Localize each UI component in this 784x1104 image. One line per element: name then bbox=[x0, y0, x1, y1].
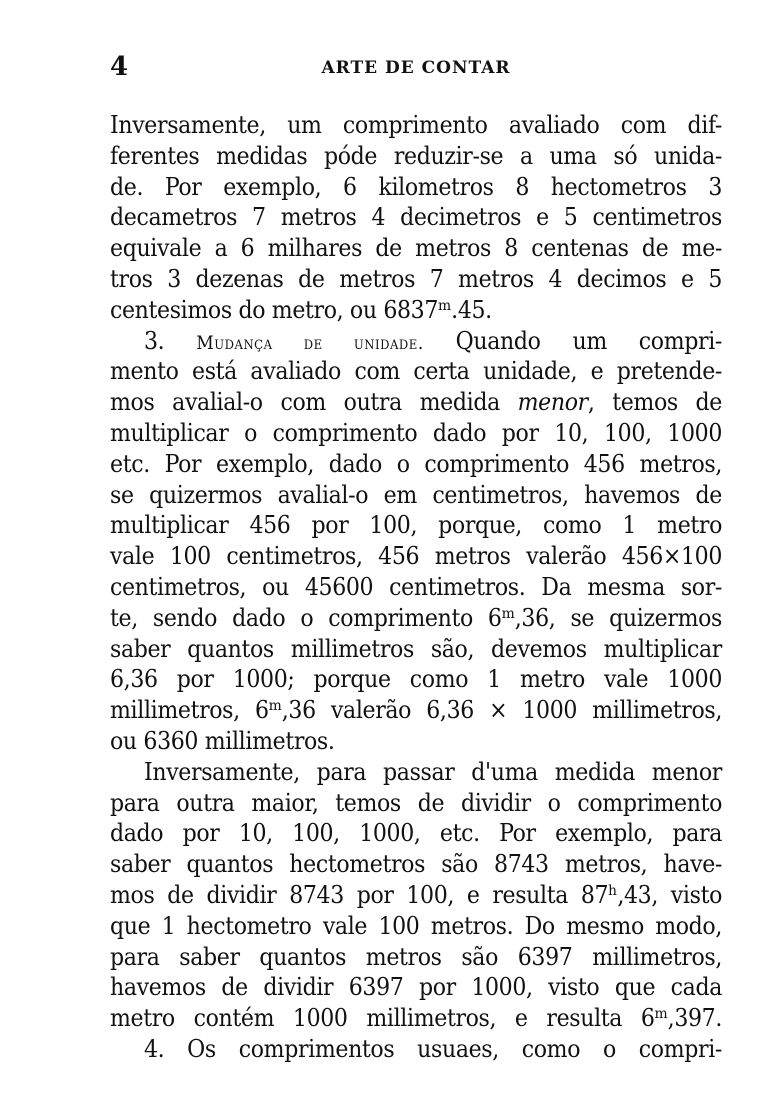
text-run: mento está avaliado com certa unidade, e pretende- bbox=[110, 356, 722, 386]
text-run: ferentes medidas póde reduzir-se a uma só unida- bbox=[110, 140, 722, 170]
page-header bbox=[110, 52, 722, 82]
text-line bbox=[110, 788, 722, 819]
page-number: 4 bbox=[110, 52, 129, 82]
text-line bbox=[110, 480, 722, 511]
text-run: te, sendo dado o comprimento 6ᵐ,36, se quizermos bbox=[110, 602, 722, 632]
text-line bbox=[110, 695, 722, 726]
text-line bbox=[110, 295, 722, 326]
text-line bbox=[110, 387, 722, 418]
text-line bbox=[110, 942, 722, 973]
text-run: Inversamente, para passar d'uma medida menor bbox=[144, 756, 722, 786]
text-run: etc. Por exemplo, dado o comprimento 456 metros, bbox=[110, 448, 722, 478]
text-run: centimetros, ou 45600 centimetros. Da mesma sor- bbox=[110, 571, 722, 601]
text-line bbox=[110, 880, 722, 911]
text-line bbox=[110, 326, 722, 357]
section-heading: Mudança de unidade. bbox=[196, 331, 424, 354]
text-run: equivale a 6 milhares de metros 8 centenas de me- bbox=[110, 233, 722, 263]
text-run: decametros 7 metros 4 decimetros e 5 centimetros bbox=[110, 202, 722, 232]
text-run: Inversamente, um comprimento avaliado com dif- bbox=[110, 110, 722, 139]
text-run: ou 6360 millimetros. bbox=[110, 725, 335, 755]
text-line bbox=[110, 418, 722, 449]
text-run: multiplicar 456 por 100, porque, como 1 metro bbox=[110, 510, 722, 540]
text-line bbox=[110, 757, 722, 788]
text-run: multiplicar o comprimento dado por 10, 100, 1000 bbox=[110, 417, 722, 447]
text-run: tros 3 dezenas de metros 7 metros 4 decimos e 5 bbox=[110, 263, 722, 293]
text-run: Quando um compri- bbox=[423, 325, 723, 355]
text-run: 4. Os comprimentos usuaes, como o compri- bbox=[144, 1033, 722, 1063]
text-run: dado por 10, 100, 1000, etc. Por exemplo, para bbox=[110, 818, 722, 848]
text-run: saber quantos hectometros são 8743 metros, have- bbox=[110, 849, 722, 879]
text-line bbox=[110, 664, 722, 695]
body-text bbox=[110, 110, 722, 1065]
text-line bbox=[110, 541, 722, 572]
text-run: 6,36 por 1000; porque como 1 metro vale 1000 bbox=[110, 664, 722, 694]
text-run: mos avalial-o com outra medida bbox=[110, 387, 518, 417]
text-run: millimetros, 6ᵐ,36 valerão 6,36 × 1000 millimetros, bbox=[110, 695, 722, 725]
text-run: metro contém 1000 millimetros, e resulta 6ᵐ,397. bbox=[110, 1003, 722, 1033]
text-line bbox=[110, 818, 722, 849]
text-run: para outra maior, temos de dividir o comprimento bbox=[110, 787, 722, 817]
emphasis-text: menor bbox=[517, 387, 588, 417]
text-run: saber quantos millimetros são, devemos multiplicar bbox=[110, 633, 722, 663]
text-line bbox=[110, 233, 722, 264]
text-run: de. Por exemplo, 6 kilometros 8 hectometros 3 bbox=[110, 171, 722, 201]
text-line bbox=[110, 172, 722, 203]
text-line bbox=[110, 572, 722, 603]
text-line bbox=[110, 202, 722, 233]
text-line bbox=[110, 911, 722, 942]
text-line bbox=[110, 1003, 722, 1034]
text-run: vale 100 centimetros, 456 metros valerão 456×100 bbox=[110, 541, 722, 571]
text-line bbox=[110, 603, 722, 634]
text-run: centesimos do metro, ou 6837ᵐ.45. bbox=[110, 294, 492, 324]
text-line bbox=[110, 634, 722, 665]
text-run: havemos de dividir 6397 por 1000, visto que cada bbox=[110, 972, 722, 1002]
text-run: , temos de bbox=[587, 387, 722, 417]
text-line bbox=[110, 110, 722, 141]
text-line bbox=[110, 141, 722, 172]
text-line bbox=[110, 1034, 722, 1065]
text-line bbox=[110, 264, 722, 295]
text-run: que 1 hectometro vale 100 metros. Do mesmo modo, bbox=[110, 910, 722, 940]
running-title: ARTE DE CONTAR bbox=[321, 58, 511, 78]
text-line bbox=[110, 726, 722, 757]
text-line bbox=[110, 510, 722, 541]
text-line bbox=[110, 356, 722, 387]
text-run: 3. bbox=[144, 325, 197, 355]
text-run: para saber quantos metros são 6397 millimetros, bbox=[110, 941, 722, 971]
text-line bbox=[110, 849, 722, 880]
text-run: se quizermos avalial-o em centimetros, havemos de bbox=[110, 479, 722, 509]
text-line bbox=[110, 449, 722, 480]
text-line bbox=[110, 972, 722, 1003]
text-run: mos de dividir 8743 por 100, e resulta 87ʰ,43, visto bbox=[110, 879, 722, 909]
